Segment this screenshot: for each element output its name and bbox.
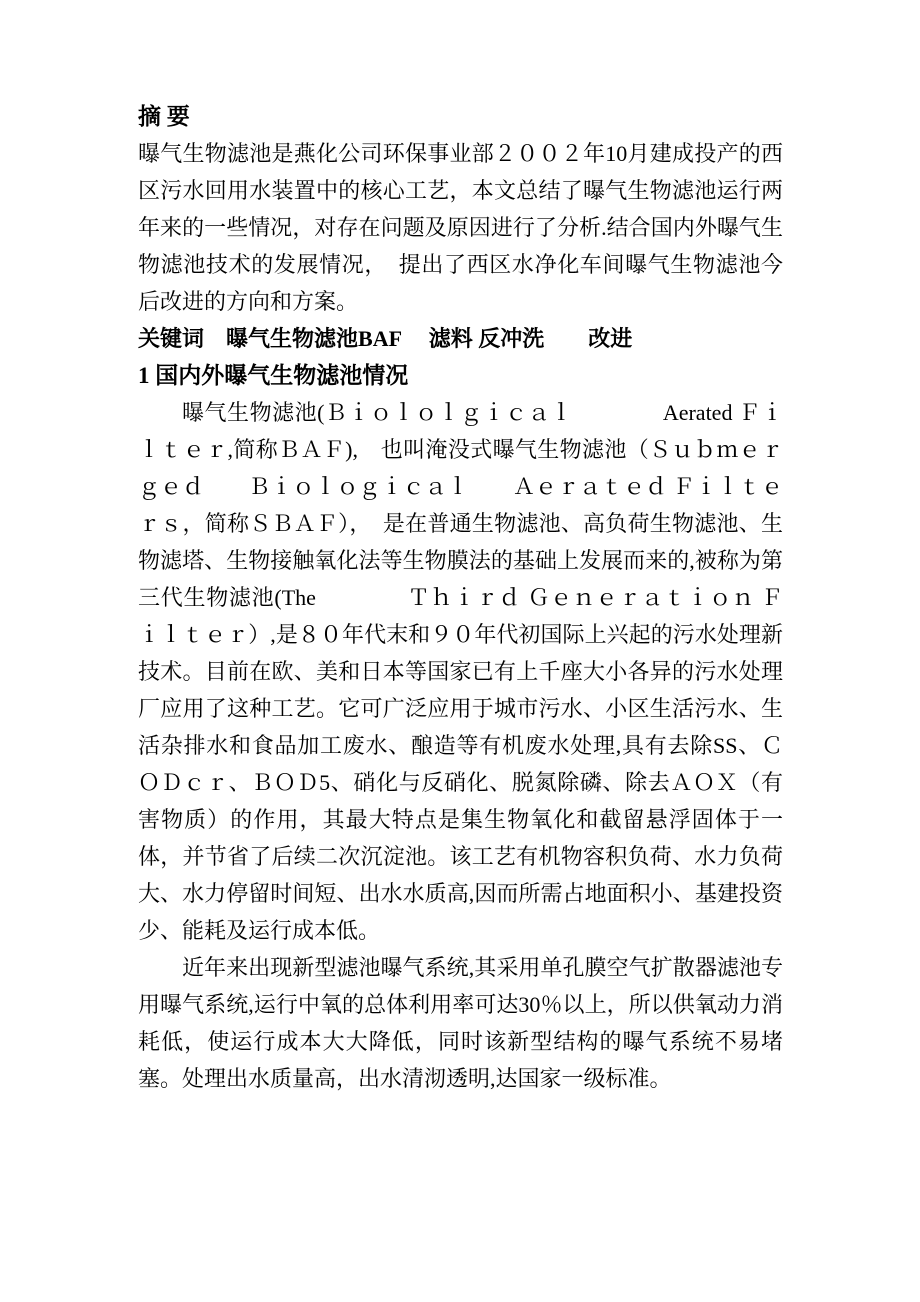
section-1-paragraph-1: 曝气生物滤池(Ｂｉｏｌｏｌｇｉｃａｌ Aerated Ｆｉｌｔｅｒ,简称ＢＡＦ), 也叫淹没式曝气生物滤池（Ｓｕｂｍｅｒｇｅｄ Ｂｉｏｌｏｇｉｃａｌ Ａｅｒａｔｅｄ Ｆｉｌｔｅｒｓ，简称ＳＢＡＦ）， 是在普通生物滤池、高负荷生物滤池、生物滤塔、生物接触氧化法等生物膜法的基础上发展而来的,被称为第三代生物滤池(The Ｔｈｉｒｄ Ｇｅｎｅｒａｔｉｏｎ Ｆｉｌｔｅｒ）,是８０年代末和９０年代初国际上兴起的污水处理新技术。目前在欧、美和日本等国家已有上千座大小各异的污水处理厂应用了这种工艺。它可广泛应用于城市污水、小区生活污水、生活杂排水和食品加工废水、酿造等有机废水处理,具有去除SS、ＣＯＤｃｒ、ＢＯＤ5、硝化与反硝化、脱氮除磷、除去ＡＯＸ（有害物质）的作用，其最大特点是集生物氧化和截留悬浮固体于一体，并节省了后续二次沉淀池。该工艺有机物容积负荷、水力负荷大、水力停留时间短、出水水质高,因而所需占地面积小、基建投资少、能耗及运行成本低。 — [138, 400, 783, 943]
section-1-paragraph-2: 近年来出现新型滤池曝气系统,其采用单孔膜空气扩散器滤池专用曝气系统,运行中氧的总体利用率可达30％以上，所以供氧动力消耗低，使运行成本大大降低，同时该新型结构的曝气系统不易堵塞。处理出水质量高，出水清沏透明,达国家一级标准。 — [138, 955, 783, 1091]
section-1-heading: 1 国内外曝气生物滤池情况 — [138, 363, 409, 388]
keywords-text: 曝气生物滤池BAF 滤料 反冲洗 改进 — [204, 326, 633, 351]
keywords-label: 关键词 — [138, 326, 205, 351]
abstract-heading: 摘 要 — [138, 104, 190, 129]
keywords-line — [138, 320, 783, 357]
abstract-paragraph: 曝气生物滤池是燕化公司环保事业部２００２年10月建成投产的西区污水回用水装置中的核心工艺，本文总结了曝气生物滤池运行两年来的一些情况，对存在问题及原因进行了分析.结合国内外曝气生物滤池技术的发展情况， 提出了西区水净化车间曝气生物滤池今后改进的方向和方案。 — [138, 141, 783, 314]
